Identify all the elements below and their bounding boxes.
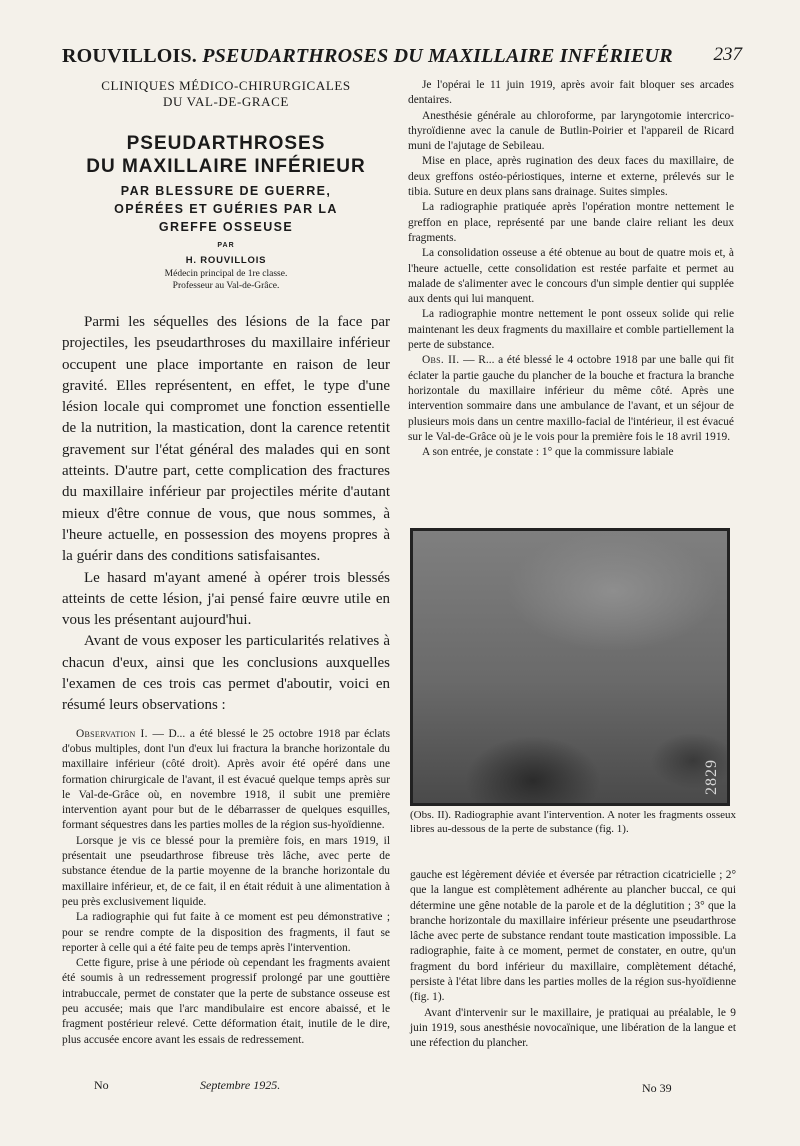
observation-1-paragraph-3: La radiographie qui fut faite à ce moment est peu démonstrative ; pour se rendre compte de la disposition des fragments, il faut se reporter à celle qui a été faite peu de temps après l'intervention. xyxy=(62,911,390,954)
observation-1-label: Observation I. xyxy=(76,727,148,740)
header-author: ROUVILLOIS. xyxy=(62,45,198,67)
observation-1-paragraph xyxy=(62,727,390,834)
author-role xyxy=(62,268,390,292)
observation-1-text: — D... a été blessé le 25 octobre 1918 par éclats d'obus multiples, dont l'un d'eux lui fractura la branche horizontale du maxillaire inférieur (côté droit). Après avoir été opéré dans une formation chirurgicale de l'avant, il est évacué quelque temps après sur le Val-de-Grâce où, en novembre 1918, il subit une première intervention ayant pour but de le débarrasser de quelques esquilles, formant séquestres dans les parties molles de la région sus-hyoïdienne. xyxy=(62,727,390,832)
right-bottom-paragraph: Avant d'intervenir sur le maxillaire, je pratiquai au préalable, le 9 juin 1919, sous anesthésie novocaïnique, une libération de la langue et une réfection du plancher. xyxy=(410,1006,736,1050)
article-title-line-2: DU MAXILLAIRE INFÉRIEUR xyxy=(86,156,366,177)
radiograph-plate-number: 2829 xyxy=(703,759,720,795)
footer-issue-left: No xyxy=(94,1078,109,1092)
intro-text xyxy=(62,312,390,717)
footer-date: Septembre 1925. xyxy=(200,1078,281,1092)
article-subtitle-line-3: GREFFE OSSEUSE xyxy=(158,220,294,234)
right-column xyxy=(408,78,734,460)
intro-paragraph: Le hasard m'ayant amené à opérer trois blessés atteints de cette lésion, j'ai pensé faire œuvre utile en vous les présentant aujourd'hui. xyxy=(62,569,390,629)
observation-1-paragraph-4: Cette figure, prise à une période où cependant les fragments avaient été soumis à un redressement progressif prolongé par une gouttière intrabuccale, permet de constater que la perte de substance osseuse est peu accusée; mais que l'arc mandibulaire est encore abaissé, et le fragment postérieur relevé. Cette déformation était, inutile de le dire, plus accusée encore avant les essais de redressement. xyxy=(62,957,390,1046)
header-article-title: PSEUDARTHROSES DU MAXILLAIRE INFÉRIEUR xyxy=(202,45,673,67)
right-paragraph: La consolidation osseuse a été obtenue au bout de quatre mois et, à l'heure actuelle, cette consolidation est restée parfaite et permet au malade de s'alimenter avec le concours d'un simple dentier qui supplée aux dents qui lui manquent. xyxy=(408,247,734,306)
figure-caption: (Obs. II). Radiographie avant l'intervention. A noter les fragments osseux libres au-dessous de la perte de substance (fig. 1). xyxy=(410,809,736,835)
article-title xyxy=(62,132,390,178)
right-bottom-paragraph: gauche est légèrement déviée et éversée par rétraction cicatricielle ; 2° que la langue est complètement adhérente au plancher buccal, ce qui détermine une gêne notable de la parole et de la déglutition ; 3° que la branche horizontale du maxillaire inférieur présente une pseudarthrose lâche avec perte de substance rendant toute mastication impossible. La radiographie, faite à ce moment, permet de constater, en outre, qu'un fragment du bord inférieur du maxillaire, complètement détaché, persiste à l'état libre dans les parties molles de la région sus-hyoïdienne (fig. 1). xyxy=(410,869,736,1004)
right-paragraph: La radiographie pratiquée après l'opération montre nettement le greffon en place, représenté par une bande claire reliant les deux fragments. xyxy=(408,201,734,244)
observation-2-paragraph xyxy=(408,353,734,445)
article-title-line-1: PSEUDARTHROSES xyxy=(126,133,326,154)
clinic-heading xyxy=(62,78,390,110)
right-paragraph: La radiographie montre nettement le pont osseux solide qui relie maintenant les deux fragments du maxillaire et comble partiellement la perte de substance. xyxy=(408,308,734,352)
intro-paragraph: Parmi les séquelles des lésions de la face par projectiles, les pseudarthroses du maxillaire inférieur occupent une place importante en raison de leur gravité. Elles représentent, en effet, le type d'une lésion locale qui compromet une fonction essentielle de la nutrition, la mastication, dont la carence retentit gravement sur l'état général des malades qui en sont atteints. D'autre part, cette complication des fractures du maxillaire inférieur par projectiles mérite d'autant mieux d'être connue de vous, que nous sommes, à l'heure actuelle, en possession des moyens propres à la guérir dans des conditions satisfaisantes. xyxy=(62,314,390,565)
clinic-line-1: CLINIQUES MÉDICO-CHIRURGICALES xyxy=(101,78,351,93)
right-paragraph: Je l'opérai le 11 juin 1919, après avoir fait bloquer ses arcades dentaires. xyxy=(408,79,734,107)
running-header xyxy=(62,42,742,70)
author-role-line-2: Professeur au Val-de-Grâce. xyxy=(172,281,280,291)
observation-2-continued xyxy=(410,868,736,1052)
author-name: H. ROUVILLOIS xyxy=(185,255,267,266)
clinic-line-2: DU VAL-DE-GRACE xyxy=(163,94,289,109)
observation-2-text: — R... a été blessé le 4 octobre 1918 par une balle qui fit éclater la partie gauche du plancher de la bouche et fractura la branche horizontale du maxillaire inférieur du même côté. Après une intervention sommaire dans une ambulance de l'avant, et un séjour de plusieurs mois dans un centre maxillo-facial de l'intérieur, il est évacué sur le Val-de-Grâce où je le vois pour la première fois le 18 avril 1919. xyxy=(408,354,734,443)
left-column xyxy=(62,78,390,1048)
radiograph-image xyxy=(410,528,730,806)
observation-1 xyxy=(62,727,390,1048)
article-subtitle xyxy=(62,182,390,236)
observation-2-paragraph-2: A son entrée, je constate : 1° que la commissure labiale xyxy=(422,446,674,459)
author-role-line-1: Médecin principal de 1re classe. xyxy=(164,269,288,279)
page-number: 237 xyxy=(713,44,742,65)
right-paragraph: Anesthésie générale au chloroforme, par laryngotomie intercrico-thyroïdienne avec la canule de Butlin-Poirier et l'appareil de Ricard muni de l'ajutage de Sebileau. xyxy=(408,109,734,153)
observation-1-continued xyxy=(408,78,734,460)
article-subtitle-line-1: PAR BLESSURE DE GUERRE, xyxy=(120,184,332,198)
footer-issue-right: No 39 xyxy=(642,1081,672,1095)
observation-1-paragraph-2: Lorsque je vis ce blessé pour la première fois, en mars 1919, il présentait une pseudarthrose fibreuse très lâche, avec perte de substance étendue de la partie moyenne de la branche horizontale du maxillaire inférieur, et, de ce fait, il en était réduit à une alimentation à peu près exclusivement liquide. xyxy=(62,834,390,908)
header-title xyxy=(62,42,673,70)
observation-2-label: Obs. II. xyxy=(422,354,460,367)
byline-par: PAR xyxy=(217,242,235,249)
article-subtitle-line-2: OPÉRÉES ET GUÉRIES PAR LA xyxy=(114,202,338,216)
intro-paragraph: Avant de vous exposer les particularités relatives à chacun d'eux, ainsi que les conclusions auxquelles l'examen de ces trois cas permet d'aboutir, voici en résumé leurs observations : xyxy=(62,633,390,714)
right-paragraph: Mise en place, après rugination des deux faces du maxillaire, de deux greffons ostéo-périostiques, interne et externe, prélevés sur le tibia. Suture en deux plans sans drainage. Suites simples. xyxy=(408,155,734,199)
